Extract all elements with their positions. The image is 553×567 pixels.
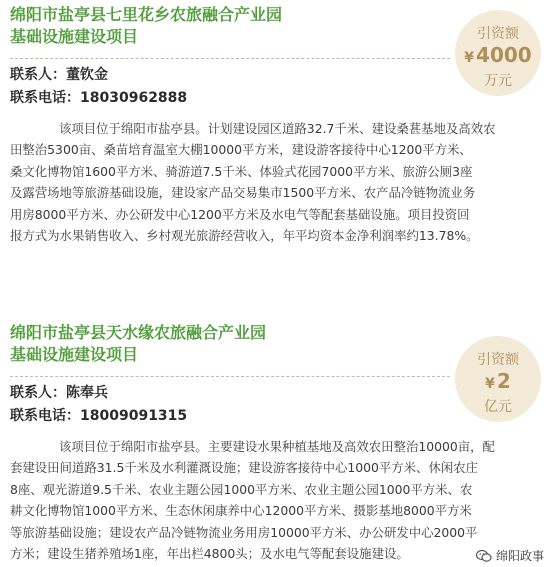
contact-label: 联系人： <box>10 385 66 401</box>
investment-badge <box>455 336 541 422</box>
contact-person-row <box>10 64 187 87</box>
description-line: 套建设田间道路31.5千米及水利灌溉设施；建设游客接待中心1000平方米、休闲农庄 <box>10 460 479 476</box>
description-line: 该项目位于绵阳市盐亭县。主要建设水果种植基地及高效农田整治10000亩，配 <box>59 439 495 454</box>
currency-symbol: ¥ <box>464 50 475 66</box>
project-title <box>10 322 430 366</box>
description-line: 耕文化博物馆1000平方米、生态休闲康养中心12000平方米、摄影基地8000平方米 <box>10 503 472 519</box>
contact-block <box>10 382 187 428</box>
phone-number: 18030962888 <box>80 90 188 106</box>
project-title-line-1: 绵阳市盐亭县天水缘农旅融合产业园 <box>10 323 267 342</box>
project-description <box>10 118 542 246</box>
description-line: 方米；建设生猪养殖场1座，年出栏4800头；及水电气等配套设施建设。 <box>10 546 409 562</box>
phone-label: 联系电话： <box>10 90 80 106</box>
description-line: 田整治5300亩、桑苗培育温室大棚10000平方米，建设游客接待中心1200平方米、 <box>10 142 472 158</box>
project-title <box>10 4 430 48</box>
contact-person-row <box>10 382 187 405</box>
phone-label: 联系电话： <box>10 408 80 424</box>
description-line: 报方式为水果销售收入、乡村观光旅游经营收入，年平均资本金净利润率约13.78%。 <box>10 228 479 244</box>
title-divider <box>10 376 450 377</box>
phone-number: 18009091315 <box>80 408 188 424</box>
currency-symbol: ¥ <box>485 376 495 392</box>
contact-phone-row <box>10 405 187 428</box>
investment-amount: 2 <box>496 369 511 393</box>
contact-label: 联系人： <box>10 67 66 83</box>
investment-label: 引资额 <box>477 352 519 368</box>
contact-name: 陈奉兵 <box>66 385 108 401</box>
description-line: 8座、观光游道9.5千米、农业主题公园1000平方米、农业主题公园1000平方米、农 <box>10 481 473 497</box>
wechat-icon <box>476 549 492 563</box>
investment-label: 引资额 <box>477 26 519 42</box>
investment-unit: 万元 <box>484 73 512 89</box>
investment-badge <box>455 10 541 96</box>
project-title-line-1: 绵阳市盐亭县七里花乡农旅融合产业园 <box>10 5 283 24</box>
investment-amount: 4000 <box>476 43 532 67</box>
investment-unit: 亿元 <box>484 399 512 415</box>
title-divider <box>10 58 450 59</box>
project-description <box>10 436 542 564</box>
investment-amount-wrap <box>455 369 541 393</box>
description-line: 及露营场地等旅游基础设施，建设家产品交易集市1500平方米、农产品冷链物流业务 <box>10 185 476 201</box>
investment-amount-wrap <box>455 43 541 67</box>
description-line: 桑文化博物馆1600平方米、骑游道7.5千米、体验式花园7000平方米、旅游公厕3座 <box>10 163 473 179</box>
description-line: 用房8000平方米、办公研发中心1200平方米及水电气等配套基础设施。项目投资回 <box>10 206 470 222</box>
contact-block <box>10 64 187 110</box>
project-title-line-2: 基础设施建设项目 <box>10 27 139 46</box>
project-title-line-2: 基础设施建设项目 <box>10 345 139 364</box>
description-line: 等旅游基础设施；建设农产品冷链物流业务用房10000平方米、办公研发中心2000平 <box>10 524 478 540</box>
watermark-text: 绵阳政事 <box>495 549 544 563</box>
watermark <box>473 546 547 565</box>
contact-phone-row <box>10 87 187 110</box>
description-line: 该项目位于绵阳市盐亭县。计划建设园区道路32.7千米、建设桑葚基地及高效农 <box>59 121 496 136</box>
contact-name: 董钦金 <box>66 67 108 83</box>
